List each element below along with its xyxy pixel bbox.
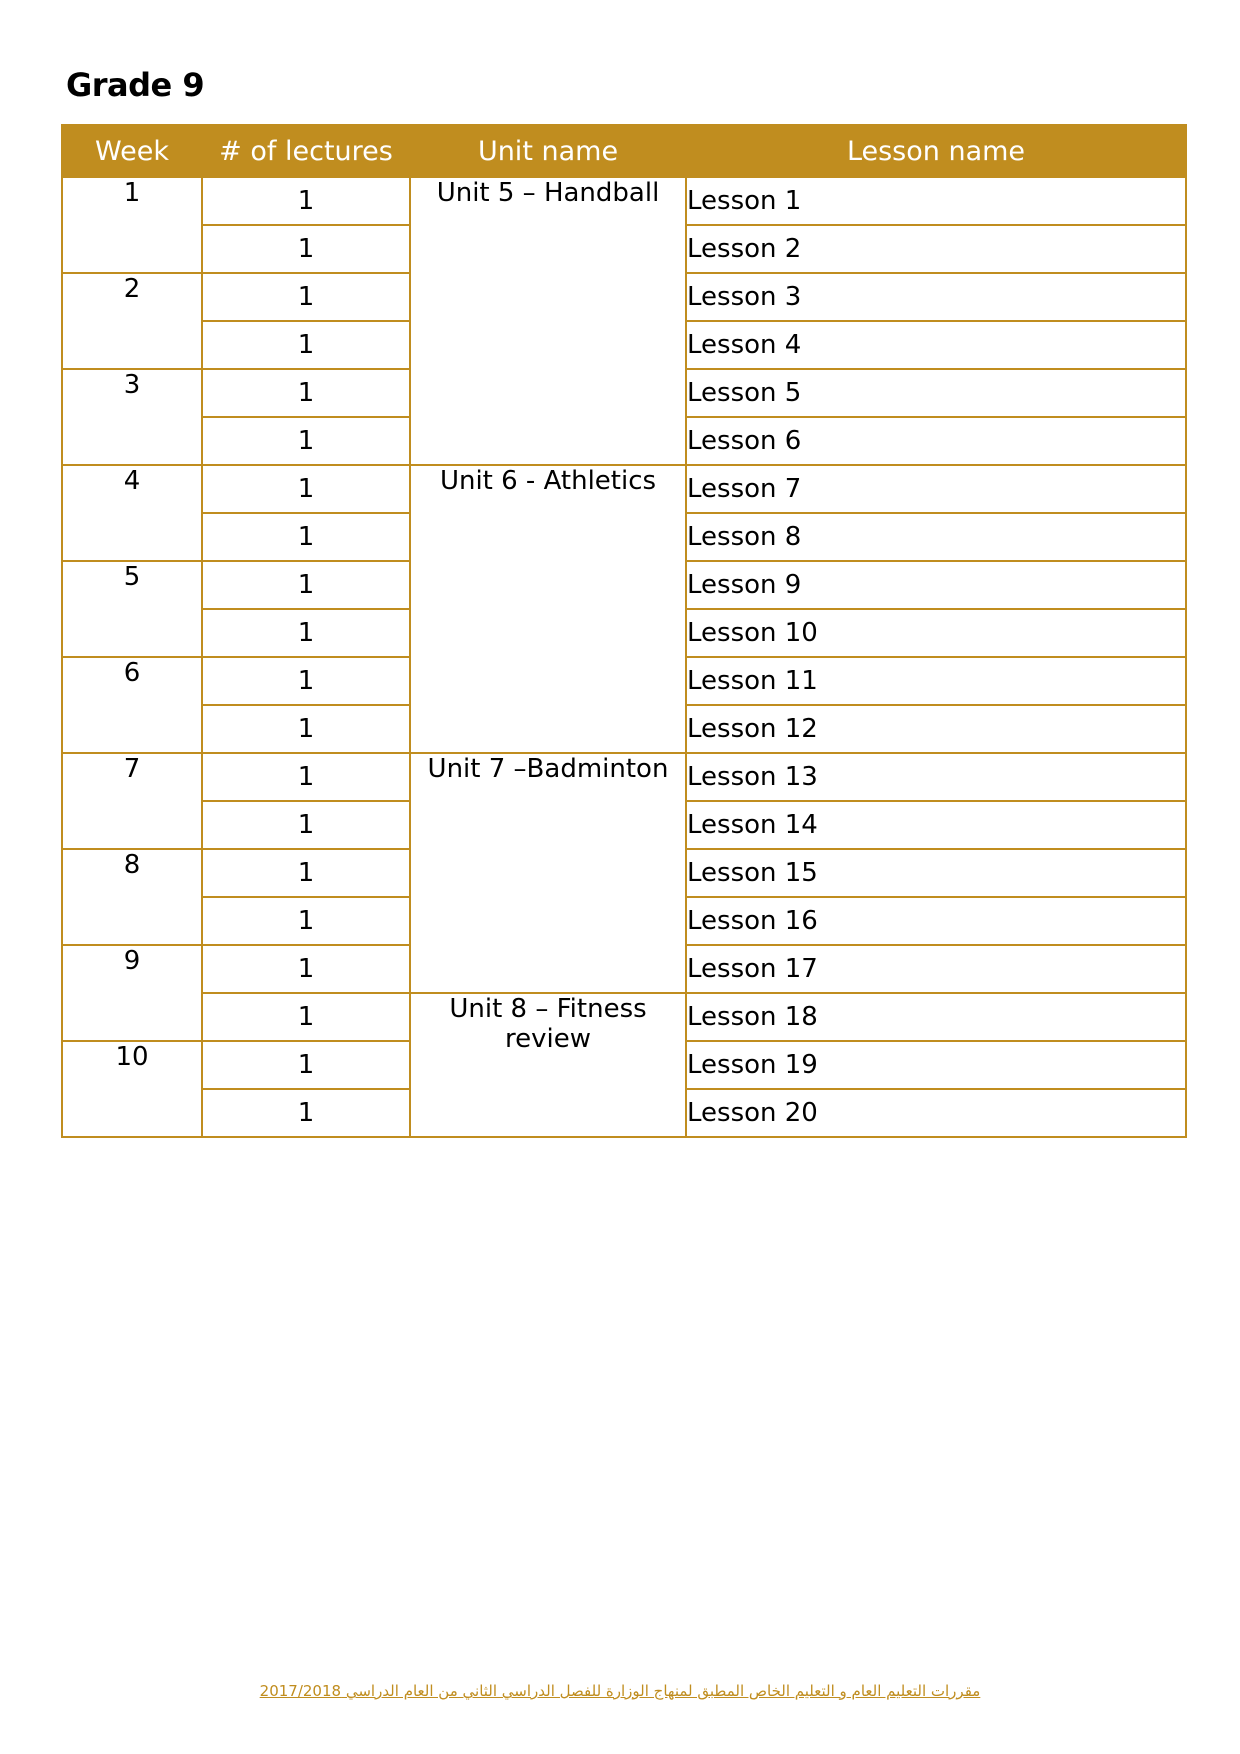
lesson-cell: Lesson 2 [686,225,1186,273]
lesson-cell: Lesson 15 [686,849,1186,897]
week-cell: 2 [62,273,202,369]
table-row [62,753,1186,801]
table-row [62,465,1186,513]
week-cell: 10 [62,1041,202,1137]
table-row [62,177,1186,225]
lesson-cell: Lesson 8 [686,513,1186,561]
lectures-header: # of lectures [202,125,410,177]
lectures-cell: 1 [202,705,410,753]
lesson-cell: Lesson 18 [686,993,1186,1041]
lesson-header: Lesson name [686,125,1186,177]
unit-cell: Unit 7 –Badminton [410,753,686,993]
lectures-cell: 1 [202,945,410,993]
lectures-cell: 1 [202,465,410,513]
lectures-cell: 1 [202,897,410,945]
header-row [62,125,1186,177]
week-cell: 6 [62,657,202,753]
lesson-cell: Lesson 6 [686,417,1186,465]
week-header: Week [62,125,202,177]
lesson-cell: Lesson 19 [686,1041,1186,1089]
week-cell: 9 [62,945,202,1041]
lectures-cell: 1 [202,513,410,561]
lesson-cell: Lesson 11 [686,657,1186,705]
lesson-cell: Lesson 13 [686,753,1186,801]
lectures-cell: 1 [202,609,410,657]
lesson-cell: Lesson 17 [686,945,1186,993]
lectures-cell: 1 [202,369,410,417]
week-cell: 7 [62,753,202,849]
lesson-cell: Lesson 20 [686,1089,1186,1137]
lesson-cell: Lesson 12 [686,705,1186,753]
lectures-cell: 1 [202,273,410,321]
week-cell: 4 [62,465,202,561]
lectures-cell: 1 [202,177,410,225]
lectures-cell: 1 [202,321,410,369]
week-cell: 1 [62,177,202,273]
lesson-cell: Lesson 14 [686,801,1186,849]
lectures-cell: 1 [202,993,410,1041]
lectures-cell: 1 [202,657,410,705]
lectures-cell: 1 [202,801,410,849]
unit-cell: Unit 6 - Athletics [410,465,686,753]
lesson-cell: Lesson 16 [686,897,1186,945]
lesson-cell: Lesson 5 [686,369,1186,417]
week-cell: 5 [62,561,202,657]
lectures-cell: 1 [202,1089,410,1137]
page-title: Grade 9 [66,66,205,104]
page-footer: مقررات التعليم العام و التعليم الخاص المطبق لمنهاج الوزارة للفصل الدراسي الثاني من العام الدراسي 2017/2018 [259,1682,981,1700]
lesson-cell: Lesson 3 [686,273,1186,321]
unit-header: Unit name [410,125,686,177]
lesson-cell: Lesson 1 [686,177,1186,225]
lesson-cell: Lesson 4 [686,321,1186,369]
lesson-cell: Lesson 9 [686,561,1186,609]
table-row [62,993,1186,1041]
lectures-cell: 1 [202,561,410,609]
schedule-table [61,124,1187,1138]
lectures-cell: 1 [202,225,410,273]
unit-cell: Unit 5 – Handball [410,177,686,465]
lectures-cell: 1 [202,753,410,801]
lectures-cell: 1 [202,849,410,897]
lectures-cell: 1 [202,1041,410,1089]
week-cell: 8 [62,849,202,945]
lesson-cell: Lesson 10 [686,609,1186,657]
lectures-cell: 1 [202,417,410,465]
lesson-cell: Lesson 7 [686,465,1186,513]
week-cell: 3 [62,369,202,465]
unit-cell: Unit 8 – Fitness review [410,993,686,1137]
